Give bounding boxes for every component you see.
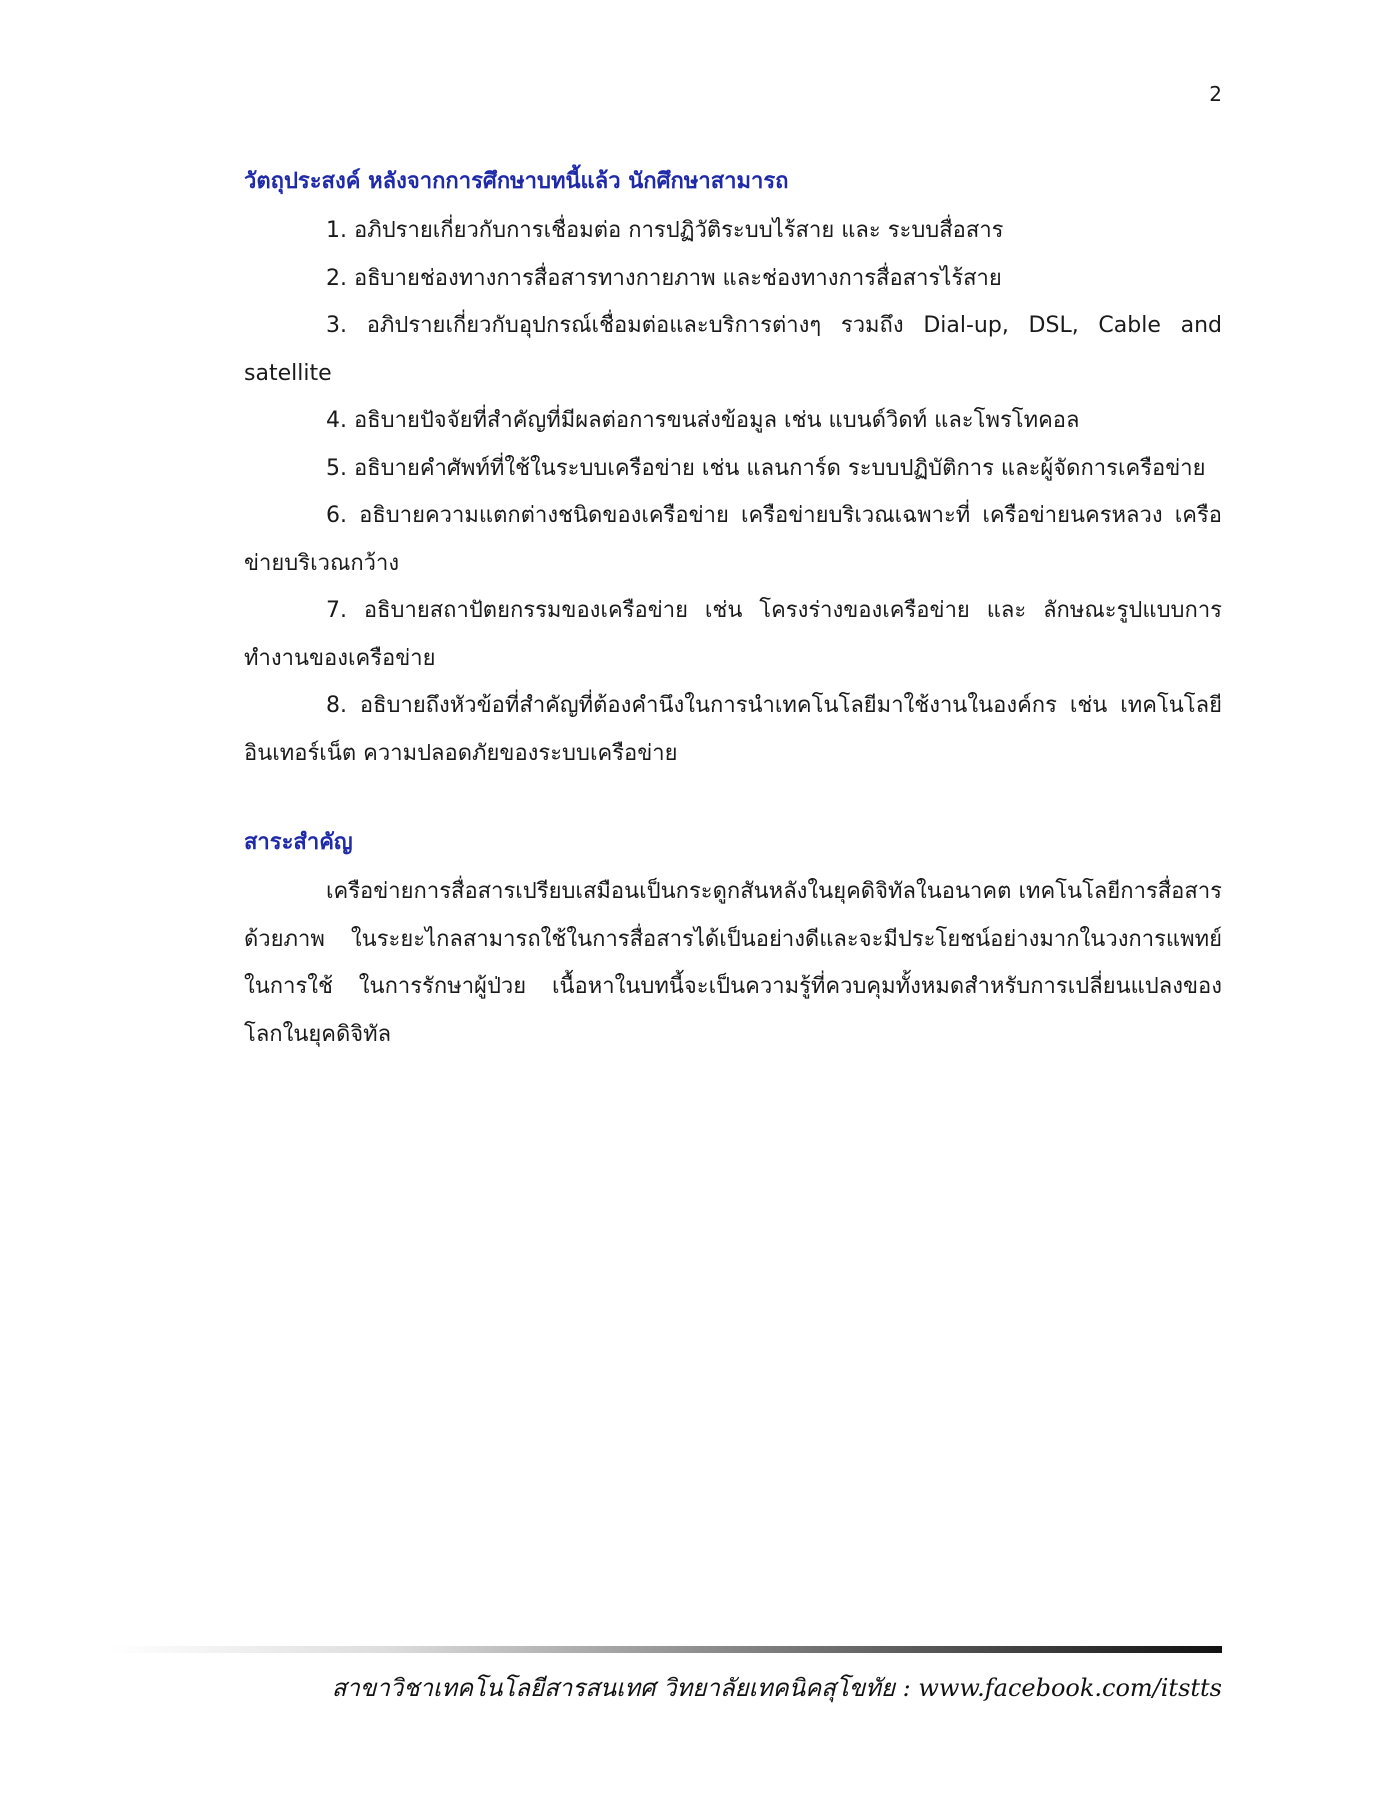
footer-text: สาขาวิชาเทคโนโลยีสารสนเทศ วิทยาลัยเทคนิคสุโขทัย : www.facebook.com/itstts	[331, 1674, 1222, 1702]
footer-divider	[110, 1646, 1222, 1653]
objective-item-4: 4. อธิบายปัจจัยที่สำคัญที่มีผลต่อการขนส่งข้อมูล เช่น แบนด์วิดท์ และโพรโทคอล	[326, 408, 1080, 433]
page-number: 2	[1209, 82, 1222, 106]
objective-item-6: 6. อธิบายความแตกต่างชนิดของเครือข่าย เครือข่ายบริเวณเฉพาะที่ เครือข่ายนครหลวง เครือข่ายบริเวณกว้าง	[244, 503, 1222, 576]
objective-item-8: 8. อธิบายถึงหัวข้อที่สำคัญที่ต้องคำนึงในการนำเทคโนโลยีมาใช้งานในองค์กร เช่น เทคโนโลยีอินเทอร์เน็ต ความปลอดภัยของระบบเครือข่าย	[244, 693, 1222, 766]
section-spacer	[244, 777, 1222, 823]
objective-item-3: 3. อภิปรายเกี่ยวกับอุปกรณ์เชื่อมต่อและบริการต่างๆ รวมถึง Dial-up, DSL, Cable and satellite	[244, 313, 1222, 386]
objective-item-5: 5. อธิบายคำศัพท์ที่ใช้ในระบบเครือข่าย เช่น แลนการ์ด ระบบปฏิบัติการ และผู้จัดการเครือข่าย	[326, 455, 1206, 481]
objective-item-1: 1. อภิปรายเกี่ยวกับการเชื่อมต่อ การปฏิวัติระบบไร้สาย และ ระบบสื่อสาร	[326, 218, 1004, 243]
document-body	[244, 162, 1222, 1058]
objectives-heading: วัตถุประสงค์ หลังจากการศึกษาบทนี้แล้ว นักศึกษาสามารถ	[244, 169, 789, 194]
essence-paragraph: เครือข่ายการสื่อสารเปรียบเสมือนเป็นกระดูกสันหลังในยุคดิจิทัลในอนาคต เทคโนโลยีการสื่อสารด้วยภาพ ในระยะไกลสามารถใช้ในการสื่อสารได้เป็นอย่างดีและจะมีประโยชน์อย่างมากในวงการแพทย์ในการใช้ ในการรักษาผู้ป่วย เนื้อหาในบทนี้จะเป็นความรู้ที่ควบคุมทั้งหมดสำหรับการเปลี่ยนแปลงของโลกในยุคดิจิทัล	[244, 879, 1222, 1047]
objective-item-7: 7. อธิบายสถาปัตยกรรมของเครือข่าย เช่น โครงร่างของเครือข่าย และ ลักษณะรูปแบบการทำงานของเครือข่าย	[244, 598, 1222, 671]
objectives-list	[244, 207, 1222, 777]
essence-heading: สาระสำคัญ	[244, 830, 353, 855]
objective-item-2: 2. อธิบายช่องทางการสื่อสารทางกายภาพ และช่องทางการสื่อสารไร้สาย	[326, 265, 1002, 291]
